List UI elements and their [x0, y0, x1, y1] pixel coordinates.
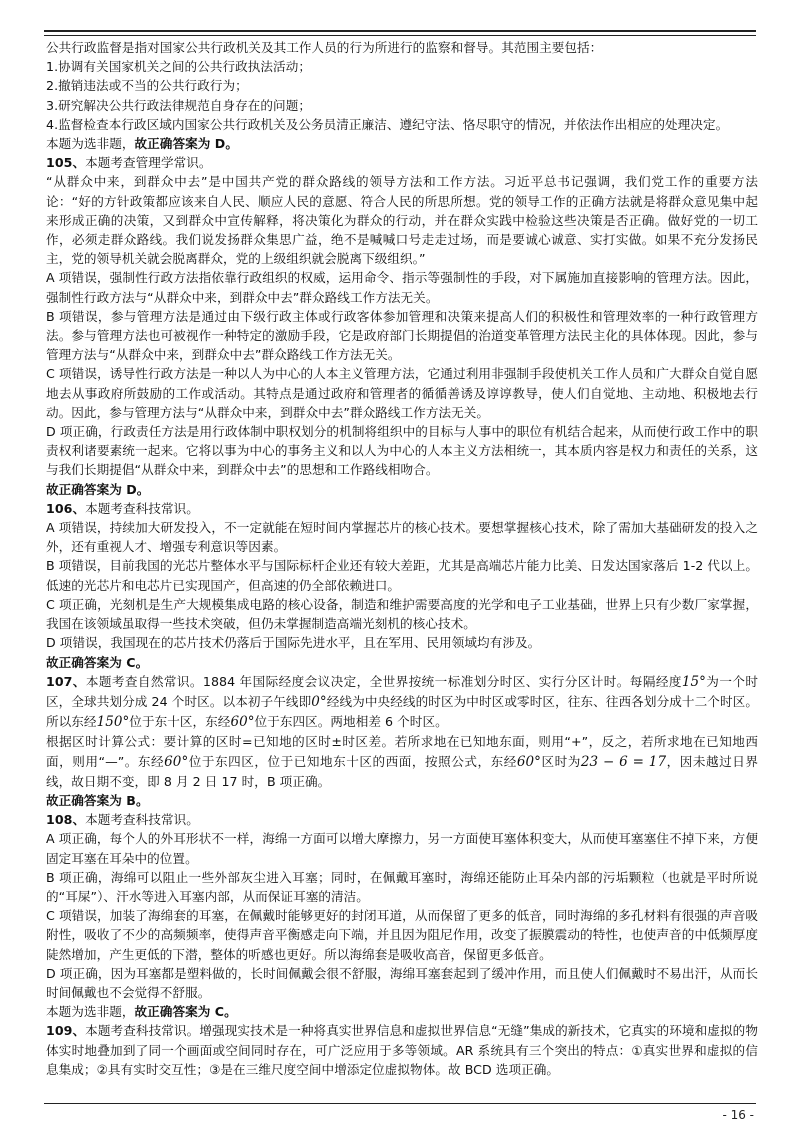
header-rule	[44, 30, 756, 36]
paragraph-text: 本题为选非题，	[46, 1004, 135, 1020]
paragraph-text: 4.监督检查本行政区域内国家公共行政机关及公务员清正廉洁、遵纪守法、恪尽职守的情况，并依法作出相应的处理决定。	[46, 116, 729, 132]
paragraph	[46, 829, 758, 867]
paragraph-text: B 项正确，海绵可以阻止一些外部灰尘进入耳塞；同时，在佩戴耳塞时，海绵还能防止耳朵内部的污垢颗粒（也就是平时所说的“耳屎”）、汗水等进入耳塞内部，从而保证耳塞的清洁。	[46, 869, 758, 904]
paragraph-text: 本题考查科技常识。	[85, 812, 199, 828]
paragraph-text: 区时为	[541, 753, 581, 769]
paragraph-text: 1.协调有关国家机关之间的公共行政执法活动；	[46, 59, 311, 75]
answer-line: 故正确答案为 C。	[134, 1004, 237, 1020]
answer-block-108-109	[46, 810, 758, 1079]
paragraph	[46, 38, 758, 57]
paragraph	[46, 307, 758, 365]
paragraph-text: 位于东四区。两地相差 6 个时区。	[254, 714, 448, 730]
answer-line: 故正确答案为 C。	[46, 654, 149, 670]
paragraph	[46, 556, 758, 594]
paragraph	[46, 1002, 758, 1021]
paragraph	[46, 633, 758, 652]
paragraph-text: A 项正确，每个人的外耳形状不一样，海绵一方面可以增大摩擦力，另一方面使耳塞体积变大，从而使耳塞塞住不掉下来，方便固定耳塞在耳朵中的位置。	[46, 831, 758, 866]
question-number: 106、	[46, 500, 86, 516]
paragraph-text: D 项正确，因为耳塞都是塑料做的，长时间佩戴会很不舒服，海绵耳塞套起到了缓冲作用，而且使人们佩戴时不易出汗，从而长时间佩戴也不会觉得不舒服。	[46, 965, 758, 1000]
paragraph-text: 公共行政监督是指对国家公共行政机关及其工作人员的行为所进行的监察和督导。其范围主要包括：	[46, 40, 603, 55]
paragraph	[46, 268, 758, 306]
paragraph	[46, 76, 758, 95]
paragraph-text: D 项错误，我国现在的芯片技术仍落后于国际先进水平，且在军用、民用领域均有涉及。	[46, 635, 541, 651]
paragraph	[46, 518, 758, 556]
paragraph-text: 为	[705, 673, 720, 689]
paragraph-text: A 项错误，强制性行政方法指依靠行政组织的权威，运用命令、指示等强制性的手段，对下属施加直接影响的管理方法。因此，强制性行政方法与“从群众中来，到群众中去”群众路线工作方法无关。	[46, 270, 758, 305]
paragraph	[46, 868, 758, 906]
paragraph-text: 因未越过日界线，故日期不变，即 8 月 2 日 17 时，B 项正确。	[46, 753, 758, 789]
paragraph	[46, 595, 758, 633]
paragraph-text: B 项错误，参与管理方法是通过由下级行政主体或行政客体参加管理和决策来提高人们的积极性和管理效率的一种行政管理方法。参与管理方法也可被视作一种特定的激励手段，它是政府部门长期提倡的治道变革管理方法民主化的具体体现。因此，参与管理方法与“从群众中来，到群众中去”群众路线工作方法无关。	[46, 308, 758, 363]
paragraph-text: C 项错误，加装了海绵套的耳塞，在佩戴时能够更好的封闭耳道，从而保留了更多的低音，同时海绵的多孔材料有很强的声音吸附性，吸收了不少的高频频率，使得声音平衡感走向下端，并且因为阻尼作用，改变了振膜震动的特性，也使声音的中低频厚度陡然增加，产生更低的下潜，整体的听感也更好。所以海绵套是吸收高音，保留更多低音。	[46, 908, 758, 962]
paragraph	[46, 964, 758, 1002]
answer-line: 故正确答案为 B。	[46, 792, 149, 808]
paragraph-text: 本题考查自然常识。1884 年国际经度会议决定，全世界按统一标准划分时区、实行分区计时。每隔经度	[85, 673, 682, 689]
document-body	[46, 38, 758, 1079]
paragraph-text: 分成十二个时区。所以东经	[46, 693, 758, 730]
paragraph-text: 本题为选非题，	[46, 136, 135, 152]
question-number: 109、	[46, 1023, 86, 1039]
paragraph	[46, 499, 758, 518]
paragraph-text: 一个时区，全球共划分成 24 个时区。以本初子午线即	[46, 673, 758, 709]
paragraph	[46, 653, 758, 672]
paragraph	[46, 96, 758, 115]
paragraph	[46, 153, 758, 172]
paragraph	[46, 134, 758, 153]
math-0-degree: 0°	[311, 693, 327, 710]
answer-line: 故正确答案为 D。	[46, 481, 150, 497]
question-number: 108、	[46, 812, 86, 828]
paragraph-text: C 项正确，光刻机是生产大规模集成电路的核心设备，制造和维护需要高度的光学和电子工业基础，世界上只有少数厂家掌握，我国在该领域虽取得一些技术突破，但仍未掌握制造高端光刻机的核心技术。	[46, 596, 758, 632]
paragraph-text: 本题考查管理学常识。	[85, 155, 212, 171]
paragraph	[46, 57, 758, 76]
page-number: - 16 -	[722, 1108, 754, 1122]
answer-line: 故正确答案为 D。	[134, 136, 238, 152]
answer-block-107	[46, 672, 758, 810]
question-number: 105、	[46, 155, 86, 171]
paragraph-text: D 项正确，行政责任方法是用行政体制中职权划分的机制将组织中的目标与人事中的职位有机结合起来，从而使行政工作中的职责权利诸要素统一起来。它将以事为中心的事务主义和以人为中心的人本主义方法相统一，其本质内容是权力和责任的关系，这与我们长期提倡“从群众中来，到群众中去”的思想和工作路线相吻合。	[46, 424, 758, 478]
footer-rule	[44, 1103, 756, 1104]
math-60-degree: 60°	[164, 753, 189, 770]
question-number: 107、	[46, 673, 86, 689]
paragraph	[46, 364, 758, 422]
paragraph-text: 根据区时计算公式：要计算的区时=已知地的区时±时区差。若所求地在已知地东面，则用“+”，反之，若所求地在已知地西面，则用“—”。东经	[46, 734, 758, 769]
answer-block-104-106	[46, 38, 758, 672]
paragraph-text: B 项错误，目前我国的光芯片整体水平与国际标杆企业还有较大差距，尤其是高端芯片能力比美、日发达国家落后 1-2 代以上。低速的光芯片和电芯片已实现国产，但高速的仍全部依赖进口。	[46, 558, 758, 593]
paragraph	[46, 810, 758, 829]
math-150-degree: 150°	[96, 714, 130, 731]
paragraph-text: “从群众中来，到群众中去”是中国共产党的群众路线的领导方法和工作方法。习近平总书记强调，我们党工作的重要方法论：“好的方针政策都应该来自人民、顺应人民的意愿、符合人民的所思所想。党的领导工作的正确方法就是将群众意见集中起来形成正确的决策，又到群众中宣传解释，将决策化为群众的行动，并在群众实践中检验这些决策是否正确。做好党的一切工作，必须走群众路线。我们说发扬群众集思广益，绝不是喊喊口号走走过场，而是要诚心诚意、实打实做。如果不充分发扬民主，党的领导机关就会脱离群众，党的上级组织就会脱离下级组织。”	[46, 174, 758, 267]
paragraph	[46, 172, 758, 268]
paragraph-text: 位于东十区，东经	[129, 714, 231, 730]
math-60-degree: 60°	[516, 753, 541, 770]
paragraph	[46, 906, 758, 964]
paragraph-text: 经线为中央经线的时区为中时区或零时区，往东、往西各划	[326, 693, 657, 709]
paragraph-text: 本题考查科技常识。	[85, 500, 199, 516]
paragraph	[46, 422, 758, 480]
paragraph	[46, 115, 758, 134]
math-15-degree: 15°	[681, 673, 706, 690]
paragraph-text: C 项错误，诱导性行政方法是一种以人为中心的人本主义管理方法，它通过利用非强制手段使机关工作人员和广大群众自觉自愿地去从事政府所鼓励的工作或活动。其特点是通过政府和管理者的循循善诱及谆谆教导，使人们自觉地、主动地、积极地去行动。因此，参与管理方法与“从群众中来，到群众中去”群众路线工作方法无关。	[46, 366, 758, 420]
paragraph-text: 位于东四区，位于已知地东十区的西面，按照公式，东经	[188, 753, 517, 769]
paragraph	[46, 480, 758, 499]
paragraph-text: ，	[666, 753, 680, 769]
math-formula: 23 − 6 = 17	[580, 753, 667, 770]
paragraph	[46, 1021, 758, 1079]
paragraph-text: 本题考查科技常识。增强现实技术是一种将真实世界信息和虚拟世界信息“无缝”集成的新技术，它真实的环境和虚拟的物体实时地叠加到了同一个画面或空间同时存在，可广泛应用于多等领域。AR 系统具有三个突出的特点：①真实世界和虚拟的信息集成；②具有实时交互性；③是在三维尺度空间中增添定位虚拟物体。故 BCD 选项正确。	[46, 1023, 758, 1077]
paragraph-text: 3.研究解决公共行政法律规范自身存在的问题；	[46, 97, 311, 113]
math-60-degree: 60°	[230, 714, 255, 731]
paragraph-text: 2.撤销违法或不当的公共行政行为；	[46, 78, 248, 94]
paragraph-text: A 项错误，持续加大研发投入，不一定就能在短时间内掌握芯片的核心技术。要想掌握核心技术，除了需加大基础研发的投入之外，还有重视人才、增强专利意识等因素。	[46, 520, 758, 555]
